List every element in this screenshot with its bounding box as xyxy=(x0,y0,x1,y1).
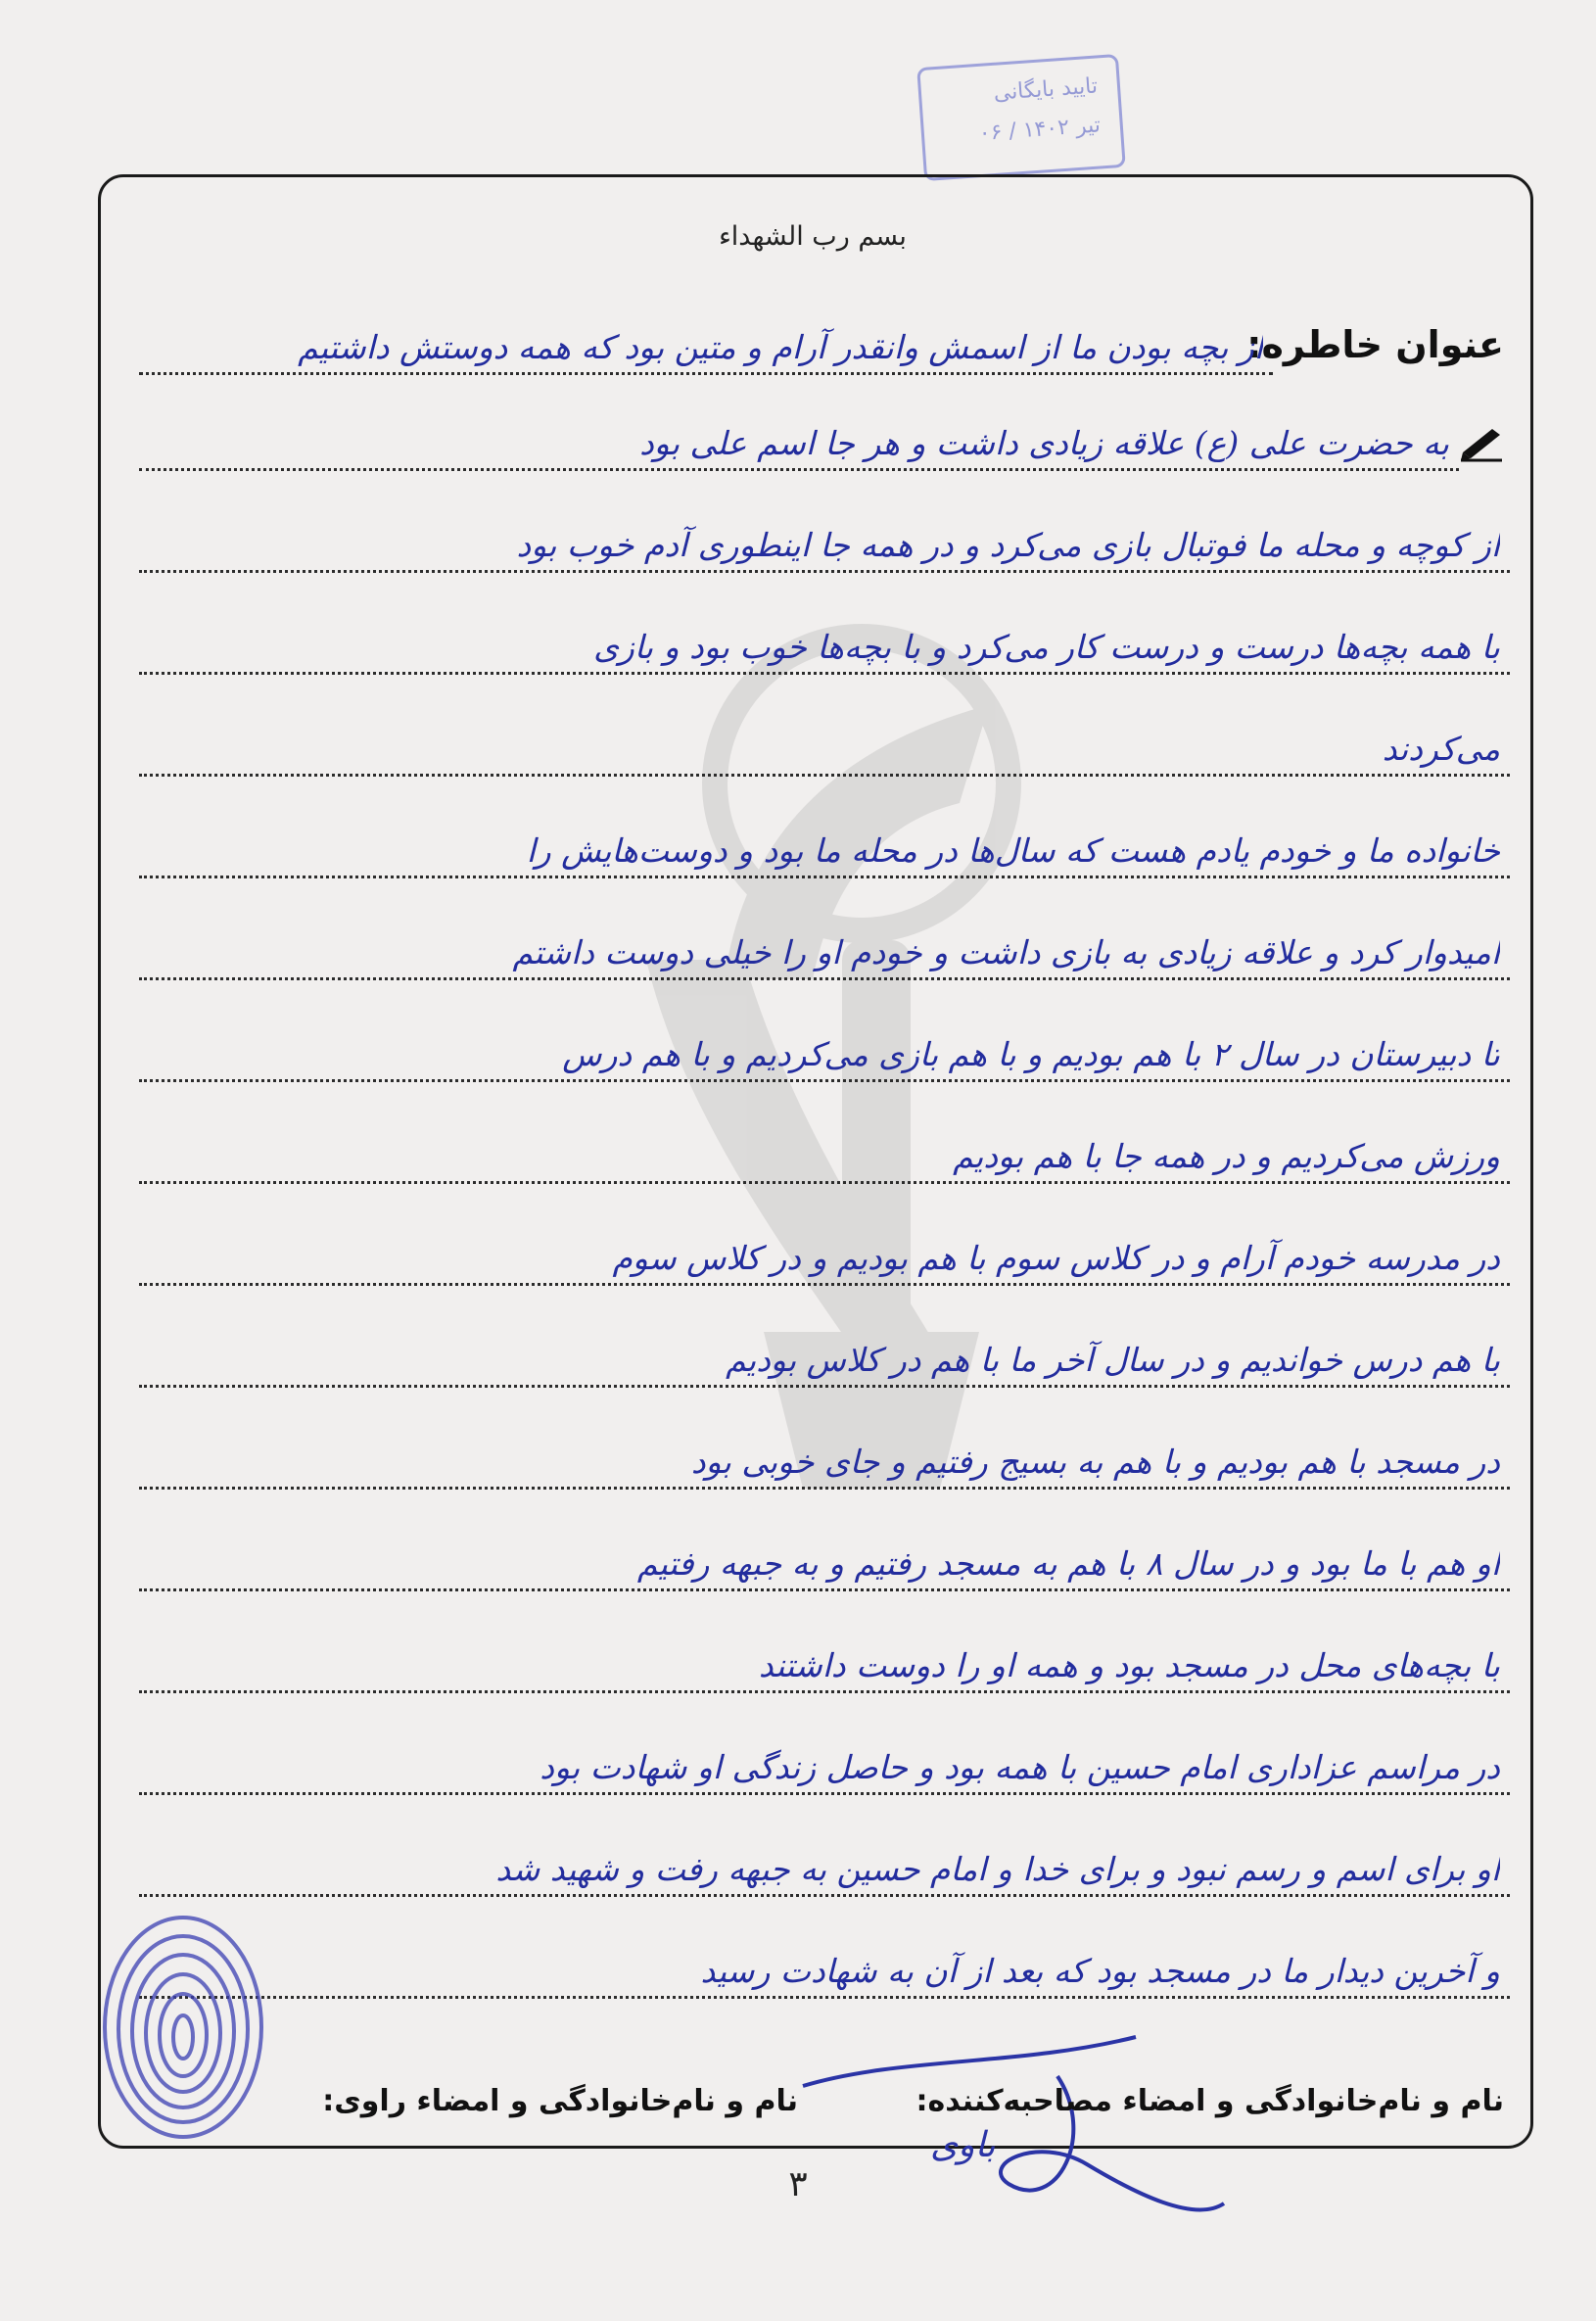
signature-icon xyxy=(764,2017,1234,2252)
archive-stamp xyxy=(916,54,1126,181)
handwritten-line: در مدرسه خودم آرام و در کلاس سوم با هم بودیم و در کلاس سوم xyxy=(139,1208,1510,1286)
memory-title-label: عنوان خاطره: xyxy=(1246,323,1504,366)
handwritten-line: می‌کردند xyxy=(139,699,1510,777)
handwritten-line: او برای اسم و رسم نبود و برای خدا و امام حسین به جبهه رفت و شهید شد xyxy=(139,1820,1510,1897)
handwritten-line: و آخرین دیدار ما در مسجد بود که بعد از آن به شهادت رسید xyxy=(139,1921,1510,1999)
handwritten-line: در مسجد با هم بودیم و با هم به بسیج رفتیم و جای خوبی بود xyxy=(139,1412,1510,1490)
handwritten-line: با بچه‌های محل در مسجد بود و همه او را دوست داشتند xyxy=(139,1616,1510,1693)
handwritten-line: خانواده ما و خودم یادم هست که سال‌ها در محله ما بود و دوست‌هایش را xyxy=(139,801,1510,878)
handwritten-line: او هم با ما بود و در سال ۸ با هم به مسجد رفتیم و به جبهه رفتیم xyxy=(139,1514,1510,1591)
handwritten-line: به حضرت علی (ع) علاقه زیادی داشت و هر جا اسم علی بود xyxy=(139,394,1459,471)
handwritten-line: در مراسم عزاداری امام حسین با همه بود و حاصل زندگی او شهادت بود xyxy=(139,1718,1510,1795)
fingerprint-icon xyxy=(90,1900,276,2155)
stamp-line-2: ۰۶ / تیر ۱۴۰۲ xyxy=(977,113,1102,147)
handwritten-line: از کوچه و محله ما فوتبال بازی می‌کرد و در همه جا اینطوری آدم خوب بود xyxy=(139,496,1510,573)
handwritten-line: ورزش می‌کردیم و در همه جا با هم بودیم xyxy=(139,1107,1510,1184)
narrator-label: نام و نام‌خانوادگی و امضاء راوی: xyxy=(322,2084,798,2118)
handwritten-line: از بچه بودن ما از اسمش وانقدر آرام و متین بود که همه دوستش داشتیم xyxy=(139,298,1273,375)
handwritten-line: تا دبیرستان در سال ۲ با هم بودیم و با هم بازی می‌کردیم و با هم درس xyxy=(139,1005,1510,1082)
handwritten-line: امیدوار کرد و علاقه زیادی به بازی داشت و خودم او را خیلی دوست داشتم xyxy=(139,903,1510,980)
bismillah-heading: بسم رب الشهداء xyxy=(719,221,907,252)
pen-icon xyxy=(1459,423,1504,462)
page-number: ۳ xyxy=(788,2164,808,2204)
signature-text: باوی xyxy=(930,2125,996,2165)
handwritten-line: با هم درس خواندیم و در سال آخر ما با هم در کلاس بودیم xyxy=(139,1310,1510,1388)
interviewer-label: نام و نام‌خانوادگی و امضاء مصاحبه‌کننده: xyxy=(915,2084,1504,2118)
handwritten-line: با همه بچه‌ها درست و درست کار می‌کرد و با بچه‌ها خوب بود و بازی xyxy=(139,597,1510,675)
stamp-line-1: تایید بایگانی xyxy=(992,73,1099,106)
